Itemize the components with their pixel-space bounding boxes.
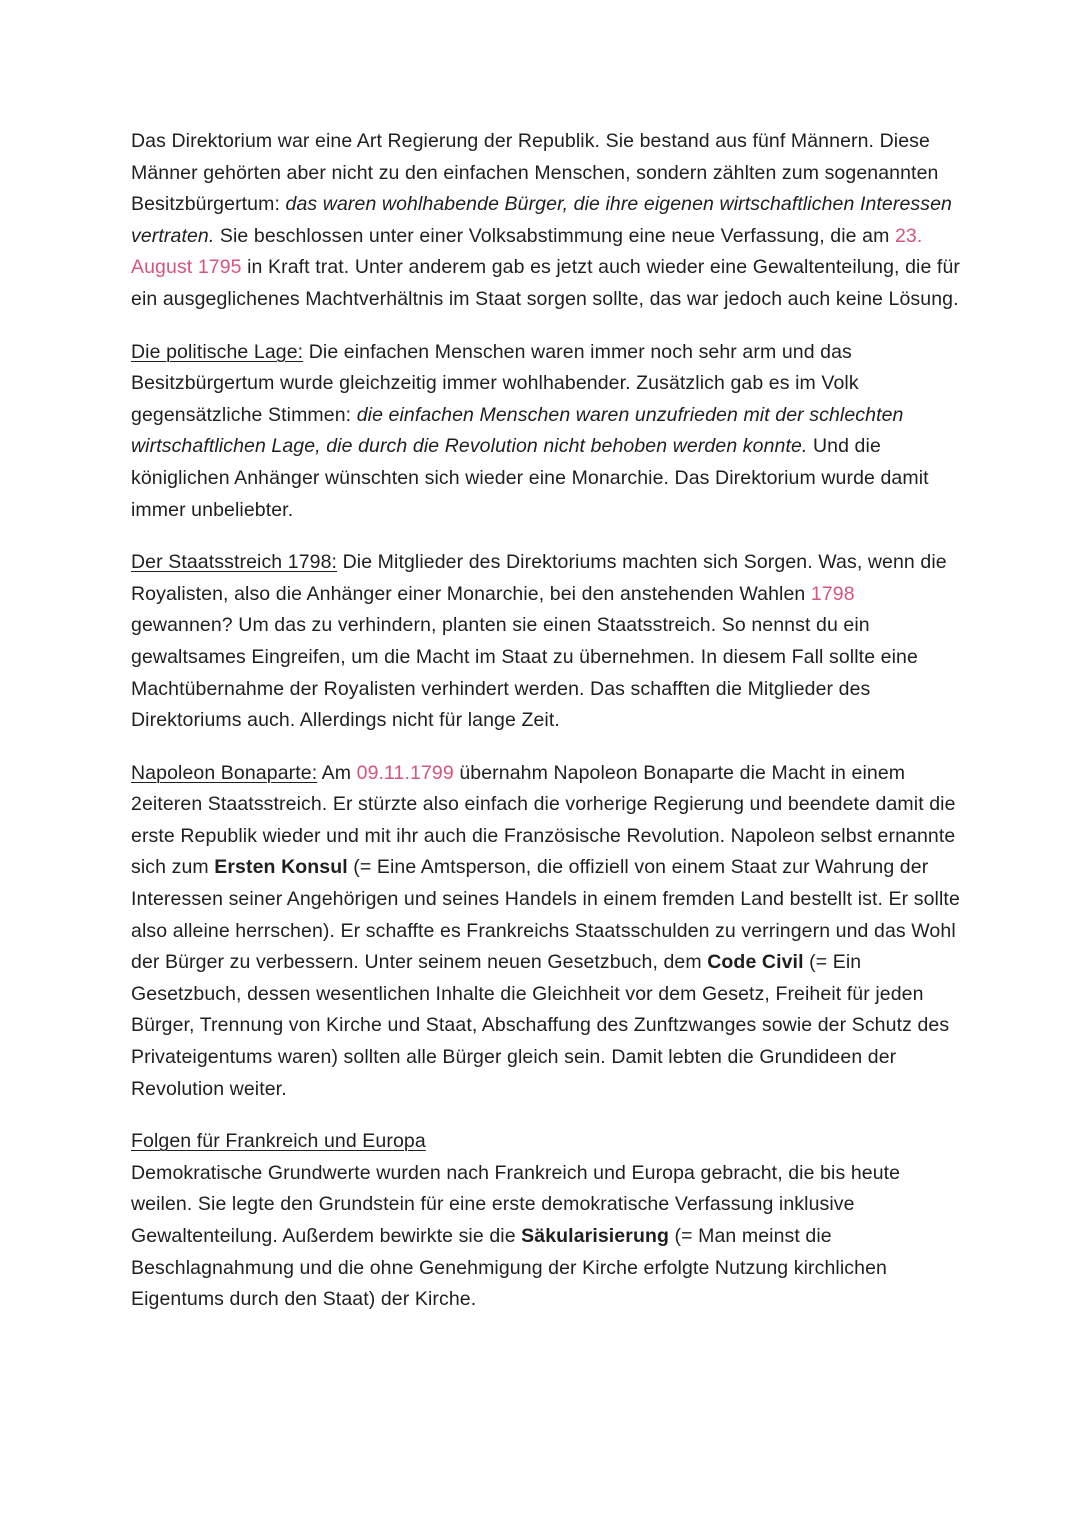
text-segment: (= Man meinst die Beschlagnahmung und die ohne Genehmigung der Kirche erfolgte Nutzung kirchlichen Eigentums durch den Staat) der Kirche. (131, 1225, 887, 1311)
italic-segment: das waren wohlhabende Bürger, die ihre eigenen wirtschaftlichen Interessen vertraten. (131, 193, 952, 247)
text-segment: Demokratische Grundwerte wurden nach Frankreich und Europa gebracht, die bis heute weilen. Sie legte den Grundstein für eine erste demokratische Verfassung inklusive Gewaltenteilung. Außerdem bewirkte sie die (131, 1161, 901, 1247)
paragraph-direktorium (131, 126, 961, 316)
paragraph-politische-lage (131, 337, 961, 527)
bold-term: Code Civil (707, 951, 804, 974)
text-segment: Am (317, 761, 357, 784)
paragraph-staatsstreich (131, 547, 961, 737)
document-body (131, 126, 961, 1337)
date-highlight: 09.11.1799 (356, 761, 454, 784)
paragraph-folgen (131, 1126, 961, 1316)
paragraph-napoleon (131, 758, 961, 1106)
text-segment: gewannen? Um das zu verhindern, planten sie einen Staatsstreich. So nennst du ein gewaltsames Eingreifen, um die Macht im Staat zu übernehmen. In diesem Fall sollte eine Machtübernahme der Royalisten verhindert werden. Das schafften die Mitglieder des Direktoriums auch. Allerdings nicht für lange Zeit. (131, 614, 918, 732)
bold-term: Säkularisierung (521, 1225, 669, 1247)
text-segment: Und die königlichen Anhänger wünschten sich wieder eine Monarchie. Das Direktorium wurde damit immer unbeliebter. (131, 435, 929, 521)
section-heading: Die politische Lage: (131, 340, 304, 363)
date-highlight: 23. August 1795 (131, 224, 923, 279)
section-heading: Napoleon Bonaparte: (131, 761, 318, 784)
paragraph-folgen-body (131, 1158, 961, 1316)
text-segment: Sie beschlossen unter einer Volksabstimmung eine neue Verfassung, die am (214, 224, 895, 247)
text-segment: (= Ein Gesetzbuch, dessen wesentlichen Inhalte die Gleichheit vor dem Gesetz, Freiheit für jeden Bürger, Trennung von Kirche und Staat, Abschaffung des Zunftzwanges sowie der Schutz des Privateigentums waren) sollten alle Bürger gleich sein. Damit lebten die Grundideen der Revolution weiter. (131, 951, 950, 1100)
text-segment: (= Eine Amtsperson, die offiziell von einem Staat zur Wahrung der Interessen seiner Angehörigen und seines Handels in einem fremden Land bestellt ist. Er sollte also alleine herrschen). Er schaffte es Frankreichs Staatsschulden zu verringern und das Wohl der Bürger zu verbessern. Unter seinem neuen Gesetzbuch, dem (131, 856, 960, 974)
section-heading: Folgen für Frankreich und Europa (131, 1130, 426, 1153)
bold-term: Ersten Konsul (214, 856, 348, 879)
section-heading: Der Staatsstreich 1798: (131, 551, 338, 574)
text-segment: Die Mitglieder des Direktoriums machten sich Sorgen. Was, wenn die Royalisten, also die Anhänger einer Monarchie, bei den anstehenden Wahlen (131, 551, 947, 605)
date-highlight: 1798 (810, 582, 855, 605)
italic-segment: die einfachen Menschen waren unzufrieden mit der schlechten wirtschaftlichen Lage, die durch die Revolution nicht behoben werden konnte. (131, 403, 904, 458)
text-segment: Die einfachen Menschen waren immer noch sehr arm und das Besitzbürgertum wurde gleichzeitig immer wohlhabender. Zusätzlich gab es im Volk gegensätzliche Stimmen: (131, 340, 859, 426)
text-segment: Das Direktorium war eine Art Regierung der Republik. Sie bestand aus fünf Männern. Diese Männer gehörten aber nicht zu den einfachen Menschen, sondern zählten zum sogenannten Besitzbürgertum: (131, 130, 939, 216)
text-segment: übernahm Napoleon Bonaparte die Macht in einem 2eiteren Staatsstreich. Er stürzte also einfach die vorherige Regierung und beendete damit die erste Republik wieder und mit ihr auch die Französische Revolution. Napoleon selbst ernannte sich zum (131, 761, 956, 879)
text-segment: in Kraft trat. Unter anderem gab es jetzt auch wieder eine Gewaltenteilung, die für ein ausgeglichenes Machtverhältnis im Staat sorgen sollte, das war jedoch auch keine Lösung. (131, 256, 960, 310)
